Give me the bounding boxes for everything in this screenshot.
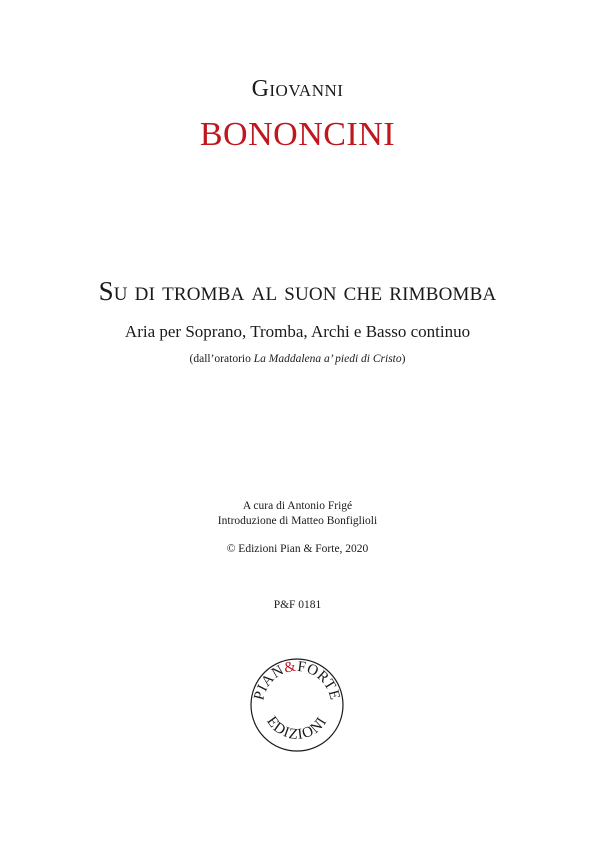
seal-top-text: PIAN&FORTE (251, 658, 343, 702)
credits-block (0, 499, 595, 529)
publisher-logo (247, 655, 347, 755)
copyright-notice: © Edizioni Pian & Forte, 2020 (226, 543, 369, 555)
work-source-prefix: (dall’oratorio (189, 353, 254, 365)
work-source-suffix: ) (401, 353, 406, 365)
composer-first-name: Giovanni (251, 76, 344, 102)
composer-last-name: BONONCINI (199, 116, 396, 153)
work-title: Su di tromba al suon che rimbomba (98, 276, 497, 306)
publisher-seal-icon (247, 655, 347, 755)
work-subtitle: Aria per Soprano, Tromba, Archi e Basso continuo (124, 322, 471, 341)
catalog-number: P&F 0181 (273, 599, 322, 611)
work-source-oratorio: La Maddalena a’ piedi di Cristo (253, 353, 402, 365)
introduction-credit: Introduzione di Matteo Bonfiglioli (217, 515, 378, 527)
editor-credit: A cura di Antonio Frigé (242, 500, 353, 512)
seal-bottom-text: EDIZIONI (263, 713, 331, 744)
work-source (0, 353, 595, 365)
